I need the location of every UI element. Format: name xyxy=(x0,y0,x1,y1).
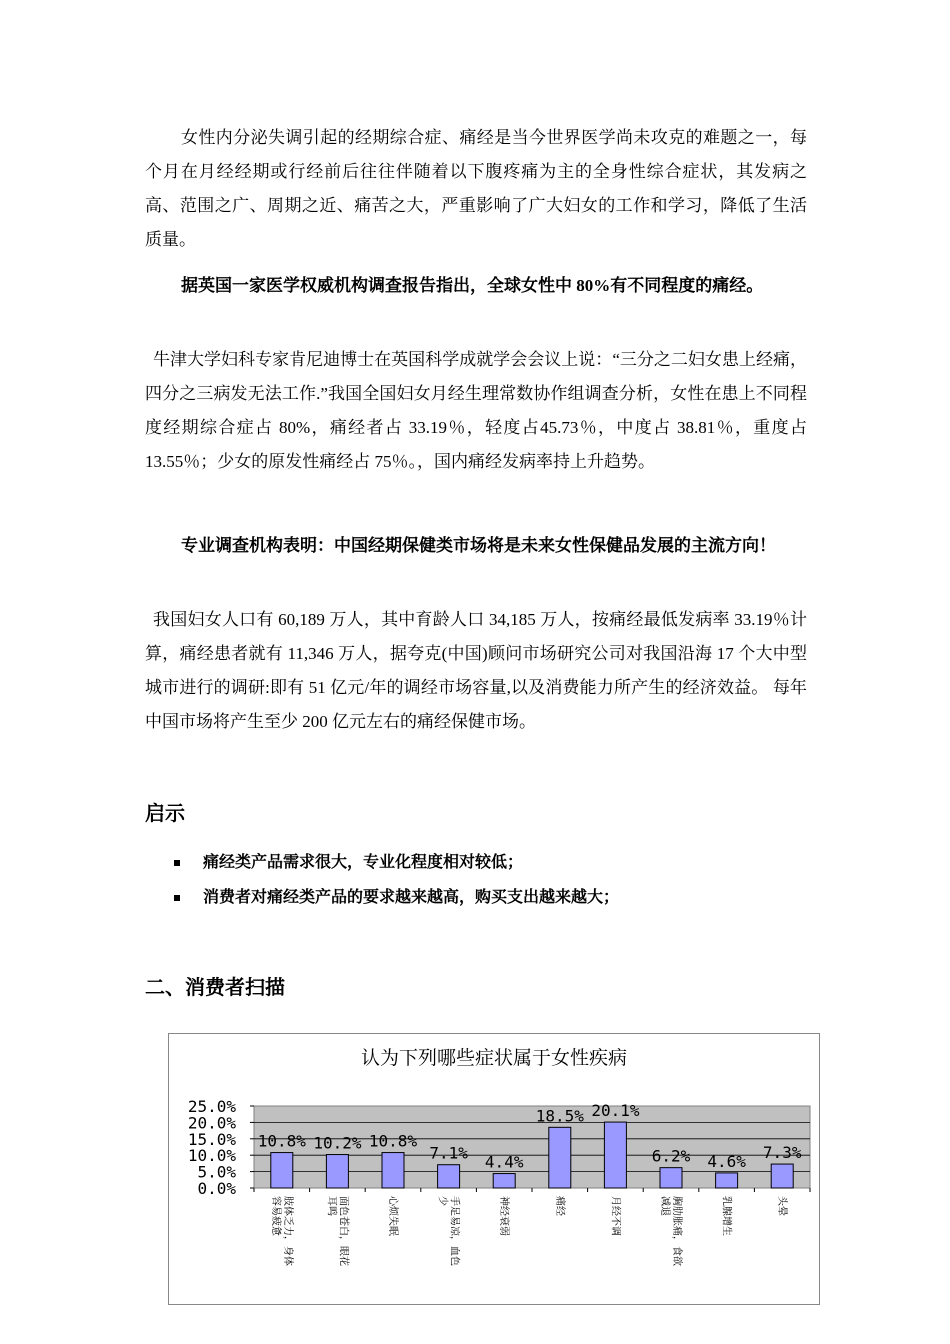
paragraph-market-size: 我国妇女人口有 60,189 万人，其中育龄人口 34,185 万人，按痛经最低发病率 33.19％计算，痛经患者就有 11,346 万人，据夸克(中国)顾问市场研究公司对我国沿海 17 个大中型城市进行的调研:即有 51 亿元/年的调经市场容量,以及消费能力所产生的经济效益。 每年中国市场将产生至少 200 亿元左右的痛经保健市场。 xyxy=(145,610,807,731)
x-tick-label-line: 神经衰弱 xyxy=(498,1196,510,1236)
x-tick-label-text xyxy=(721,1196,734,1236)
x-tick-label-line: 面色苍白，眼花 xyxy=(337,1196,349,1266)
list-item xyxy=(170,883,619,918)
x-tick-label-line: 月经不调 xyxy=(609,1196,621,1236)
x-tick-label-text xyxy=(554,1196,566,1216)
paragraph-oxford-stats: 牛津大学妇科专家肯尼迪博士在英国科学成就学会会议上说：“三分之二妇女患上经痛，四分之三病发无法工作.”我国全国妇女月经生理常数协作组调查分析，女性在患上不同程度经期综合症占 80%，痛经者占 33.19％，轻度占45.73％，中度占 38.81％，重度占 13.55％；少女的原发性痛经占 75％。，国内痛经发病率持上升趋势。 xyxy=(145,350,807,471)
x-tick-label-line: 乳腺增生 xyxy=(720,1196,732,1236)
y-tick-label: 15.0% xyxy=(187,1129,236,1149)
x-tick-label-line: 减退 xyxy=(659,1196,670,1216)
bar xyxy=(382,1153,404,1188)
x-tick-label xyxy=(776,1196,789,1216)
bar xyxy=(604,1122,626,1188)
x-tick-label-text xyxy=(387,1196,400,1236)
x-tick-label-text xyxy=(325,1196,350,1266)
bullet-square-icon xyxy=(174,895,180,901)
x-tick-label-line: 手足易凉，血色 xyxy=(448,1196,460,1266)
paragraph-uk-survey: 据英国一家医学权威机构调查报告指出，全球女性中 80%有不同程度的痛经。 xyxy=(181,276,764,295)
bullet-text: 痛经类产品需求很大，专业化程度相对较低； xyxy=(203,854,524,871)
x-tick-label-line: 心烦失眠 xyxy=(387,1196,398,1236)
paragraph-intro: 女性内分泌失调引起的经期综合症、痛经是当今世界医学尚未攻克的难题之一，每个月在月经经期或行经前后往往伴随着以下腹疼痛为主的全身性综合症状，其发病之高、范围之广、周期之近、痛苦之大，严重影响了广大妇女的工作和学习，降低了生活质量。 xyxy=(145,128,807,249)
x-tick-label-line: 少 xyxy=(436,1196,448,1206)
data-label: 10.2% xyxy=(313,1133,362,1153)
data-label: 20.1% xyxy=(591,1101,640,1121)
list-item xyxy=(170,848,619,883)
x-tick-label xyxy=(609,1196,621,1236)
x-tick-label-line: 肢体乏力，身体 xyxy=(281,1196,293,1266)
x-tick-label-text xyxy=(659,1196,684,1266)
data-label: 6.2% xyxy=(651,1146,691,1166)
bar xyxy=(716,1173,738,1188)
data-label: 4.6% xyxy=(707,1151,746,1171)
x-tick-label xyxy=(437,1196,462,1266)
bullet-text: 消费者对痛经类产品的要求越来越高，购买支出越来越大； xyxy=(203,889,620,906)
x-tick-label xyxy=(659,1196,684,1266)
insight-list xyxy=(170,848,619,918)
bar xyxy=(326,1155,348,1188)
bar xyxy=(438,1165,460,1188)
bar xyxy=(771,1164,793,1188)
x-tick-label-line: 耳鸣 xyxy=(325,1196,337,1216)
section-heading: 二、消费者扫描 xyxy=(145,977,285,999)
data-label: 18.5% xyxy=(535,1106,584,1126)
x-tick-label-line: 头晕 xyxy=(776,1196,788,1216)
data-label: 10.8% xyxy=(257,1131,306,1151)
x-tick-label-text xyxy=(437,1196,462,1266)
chart-title: 认为下列哪些症状属于女性疾病 xyxy=(360,1048,628,1069)
x-tick-label-text xyxy=(270,1196,295,1266)
data-label: 7.3% xyxy=(762,1143,802,1163)
y-tick-label: 20.0% xyxy=(187,1113,236,1133)
data-label: 7.1% xyxy=(429,1143,468,1163)
bar-chart xyxy=(168,1033,820,1305)
x-tick-label xyxy=(387,1196,400,1236)
bullet-square-icon xyxy=(174,860,180,866)
x-tick-label xyxy=(325,1196,350,1266)
bar-chart-svg xyxy=(169,1034,819,1304)
x-tick-label-line: 痛经 xyxy=(553,1196,565,1216)
x-tick-label-text xyxy=(609,1196,621,1236)
bar xyxy=(660,1168,682,1188)
data-label: 10.8% xyxy=(368,1131,418,1151)
insight-heading: 启示 xyxy=(145,803,185,825)
y-tick-label: 25.0% xyxy=(187,1097,236,1116)
bar xyxy=(493,1174,515,1188)
x-tick-label xyxy=(721,1196,734,1236)
paragraph-market-trend: 专业调查机构表明：中国经期保健类市场将是未来女性保健品发展的主流方向！ xyxy=(181,536,776,555)
x-tick-label-line: 胸肋胀痛，食欲 xyxy=(671,1196,682,1266)
x-tick-label-line: 容易疲惫 xyxy=(269,1196,281,1236)
x-tick-label xyxy=(270,1196,295,1266)
bar xyxy=(549,1127,571,1188)
x-tick-label xyxy=(498,1196,511,1236)
x-tick-label-text xyxy=(776,1196,789,1216)
y-tick-label: 5.0% xyxy=(197,1162,236,1182)
y-tick-label: 0.0% xyxy=(197,1179,236,1198)
y-tick-label: 10.0% xyxy=(187,1146,236,1166)
x-tick-label-text xyxy=(498,1196,511,1236)
bar xyxy=(271,1153,293,1188)
x-tick-label xyxy=(554,1196,566,1216)
data-label: 4.4% xyxy=(484,1152,524,1172)
